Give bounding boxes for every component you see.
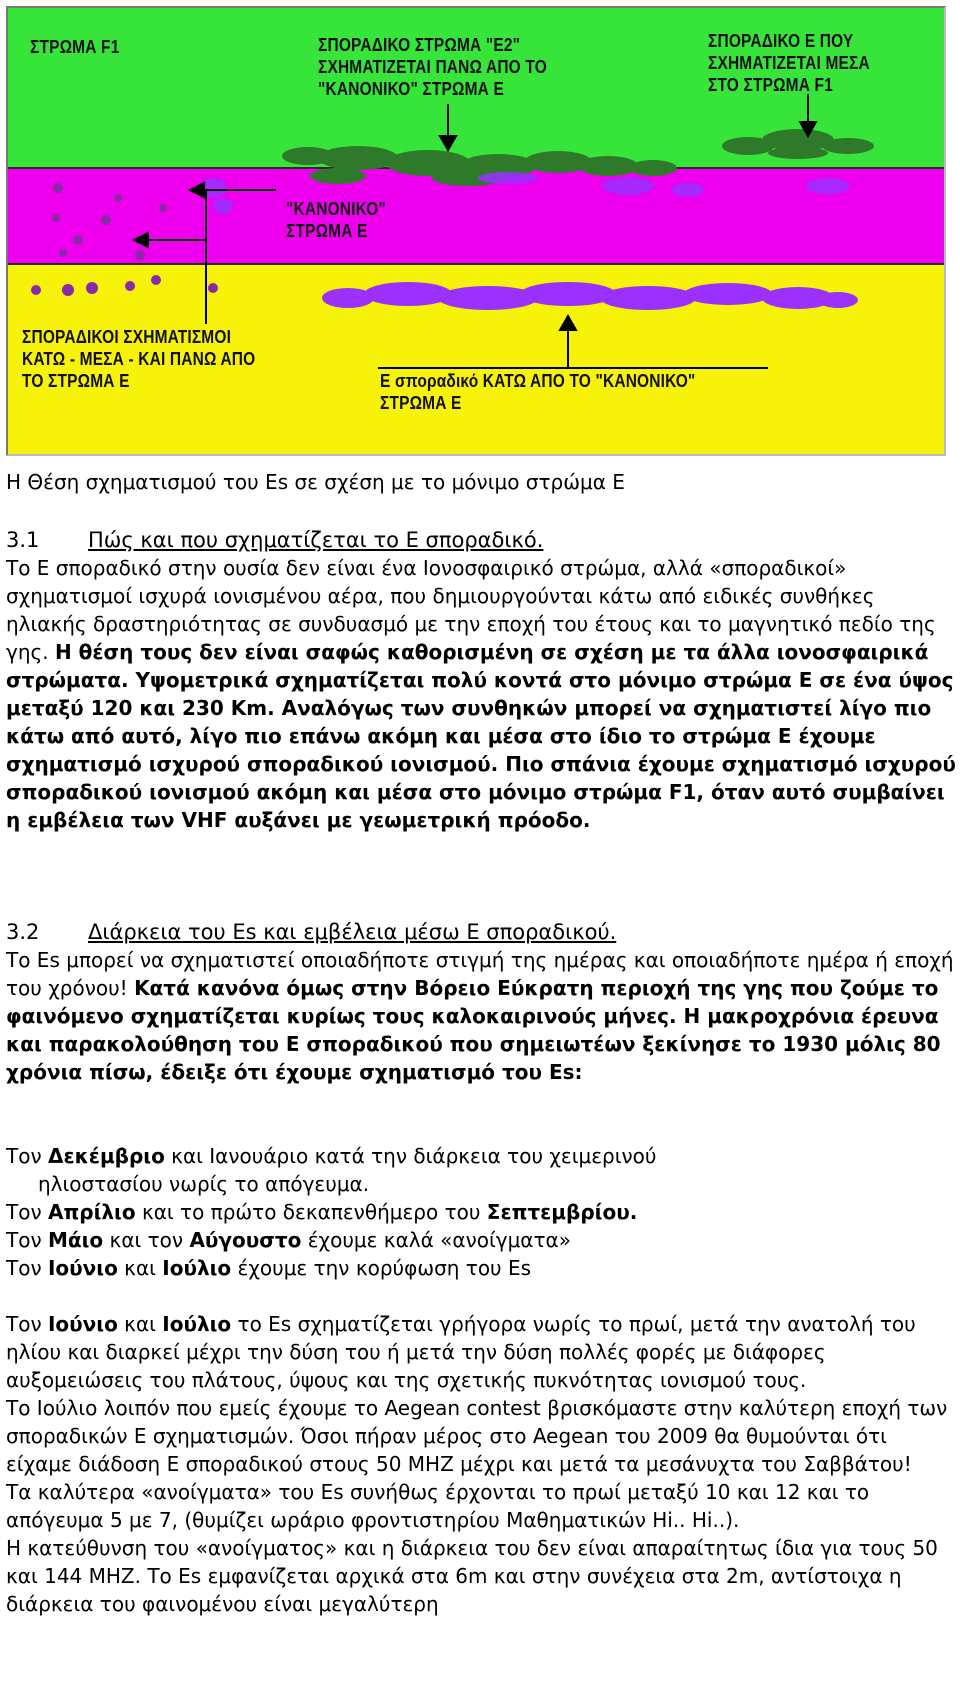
paragraph: Τα καλύτερα «ανοίγματα» του Es συνήθως έρχονται το πρωί μεταξύ 10 και 12 και το απόγευμα 5 με 7, (θυμίζει ωράριο φροντιστηρίου Μαθηματικών Hi.. Hi..).: [6, 1480, 870, 1532]
section-heading-3-2: [6, 920, 616, 944]
arrow-e-below: [378, 316, 768, 368]
ionosphere-layers-diagram: [6, 6, 946, 456]
body-text-bold: Κατά κανόνα όμως στην Βόρειο Εύκρατη περιοχή της γης που ζούμε το φαινόμενο σχηματίζεται κυρίως τους καλοκαιρινούς μήνες. Η μακροχρόνια έρευνα και παρακολούθηση του Ε σποραδικού που σημειωτέων ξεκίνησε το 1930 μόλις 80 χρόνια πίσω, έδειξε ότι έχουμε σχηματισμό του Es:: [6, 976, 941, 1084]
arrow-sporadic-formations: [134, 190, 206, 324]
list-item: Τον Μάιο και τον Αύγουστο έχουμε καλά «ανοίγματα»: [6, 1228, 571, 1252]
list-item: Τον Δεκέμβριο και Ιανουάριο κατά την διάρκεια του χειμερινού: [6, 1144, 657, 1168]
label-e-in-f1: ΣΠΟΡΑΔΙΚΟ Ε ΠΟΥ ΣΧΗΜΑΤΙΖΕΤΑΙ ΜΕΣΑ ΣΤΟ ΣΤΡΩΜΑ F1: [708, 31, 870, 95]
arrow-normal-e: [190, 183, 276, 197]
label-normal-e: "ΚΑΝΟΝΙΚΟ" ΣΤΡΩΜΑ Ε: [286, 199, 386, 241]
section-number: 3.2: [6, 920, 40, 944]
below-e-sporadic-cloud: [322, 282, 858, 310]
months-list: [6, 1142, 958, 1282]
label-f1-layer: ΣΤΡΩΜΑ F1: [30, 37, 120, 57]
label-sporadic-formations: ΣΠΟΡΑΔΙΚΟΙ ΣΧΗΜΑΤΙΣΜΟΙ ΚΑΤΩ - ΜΕΣΑ - ΚΑΙ ΠΑΝΩ ΑΠΟ ΤΟ ΣΤΡΩΜΑ Ε: [22, 327, 256, 391]
arrow-es2: [440, 104, 456, 150]
section-number: 3.1: [6, 528, 40, 552]
label-e-below: Ε σποραδικό ΚΑΤΩ ΑΠΟ ΤΟ "ΚΑΝΟΝΙΚΟ" ΣΤΡΩΜΑ Ε: [380, 371, 696, 413]
body-text-bold: Η θέση τους δεν είναι σαφώς καθορισμένη σε σχέση με τα άλλα ιονοσφαιρικά στρώματα. Υψομετρικά σχηματίζεται πολύ κοντά στο μόνιμο στρώμα Ε σε ένα ύψος μεταξύ 120 και 230 Km. Αναλόγως των συνθηκών μπορεί να σχηματιστεί λίγο πιο κάτω από αυτό, λίγο πιο επάνω ακόμη και μέσα στο ίδιο το στρώμα Ε έχουμε σχηματισμό ισχυρού σποραδικού ιονισμού. Πιο σπάνια έχουμε σχηματισμό ισχυρού σποραδικού ιονισμού ακόμη και μέσα στο μόνιμο στρώμα F1, όταν αυτό συμβαίνει η εμβέλεια των VHF αυξάνει με γεωμετρική πρόοδο.: [6, 640, 956, 832]
list-item: Τον Ιούνιο και Ιούλιο έχουμε την κορύφωση του Es: [6, 1256, 532, 1280]
list-item-continuation: ηλιοστασίου νωρίς το απόγευμα.: [38, 1172, 370, 1196]
body-text: Το Ε σποραδικό στην ουσία δεν είναι ένα Ιονοσφαιρικό στρώμα, αλλά «σποραδικοί» σχηματισμοί ισχυρά ιονισμένου αέρα, που δημιουργούνται κάτω από ειδικές συνθήκες ηλιακής δραστηριότητας σε συνδυασμό με την εποχή του έτους και το μαγνητικό πεδίο της γης.: [6, 556, 936, 664]
list-item: Τον Απρίλιο και το πρώτο δεκαπενθήμερο του Σεπτεμβρίου.: [6, 1200, 638, 1224]
section-3-1-body: [6, 554, 958, 834]
f1-sporadic-cloud: [722, 129, 874, 159]
section-3-2-body-continued: [6, 1310, 958, 1618]
label-es2: ΣΠΟΡΑΔΙΚΟ ΣΤΡΩΜΑ "Ε2" ΣΧΗΜΑΤΙΖΕΤΑΙ ΠΑΝΩ ΑΠΟ ΤΟ "ΚΑΝΟΝΙΚΟ" ΣΤΡΩΜΑ Ε: [318, 35, 547, 99]
paragraph: Το Ιούλιο λοιπόν που εμείς έχουμε το Aegean contest βρισκόμαστε στην καλύτερη εποχή των σποραδικών Ε σχηματισμών. Όσοι πήραν μέρος στο Aegean του 2009 θα θυμούνται ότι είχαμε διάδοση Ε σποραδικού στους 50 MHZ μέχρι και μετά τα μεσάνυχτα του Σαββάτου!: [6, 1396, 948, 1476]
section-heading-3-1: [6, 528, 543, 552]
figure-caption: Η Θέση σχηματισμού του Es σε σχέση με το μόνιμο στρώμα Ε: [6, 470, 625, 494]
paragraph: Τον Ιούνιο και Ιούλιο το Es σχηματίζεται γρήγορα νωρίς το πρωί, μετά την ανατολή του ηλίου και διαρκεί μέχρι την δύση του ή μετά την δύση πολλές φορές με διάφορες αυξομειώσεις του πλάτους, ύψους και της σχετικής πυκνότητας ιονισμού τους.: [6, 1312, 916, 1392]
section-3-2-body: [6, 946, 958, 1086]
body-text: Το Es μπορεί να σχηματιστεί οποιαδήποτε στιγμή της ημέρας και οποιαδήποτε ημέρα ή εποχή του χρόνου!: [6, 948, 954, 1000]
section-title: Διάρκεια του Es και εμβέλεια μέσω Ε σποραδικού.: [88, 920, 617, 944]
paragraph: Η κατεύθυνση του «ανοίγματος» και η διάρκεια του δεν είναι απαραίτητως ίδια για τους 50 και 144 MHZ. Το Es εμφανίζεται αρχικά στα 6m και στην συνέχεια στα 2m, αντίστοιχα η διάρκεια του φαινομένου είναι μεγαλύτερη: [6, 1536, 938, 1616]
section-title: Πώς και που σχηματίζεται το Ε σποραδικό.: [88, 528, 544, 552]
